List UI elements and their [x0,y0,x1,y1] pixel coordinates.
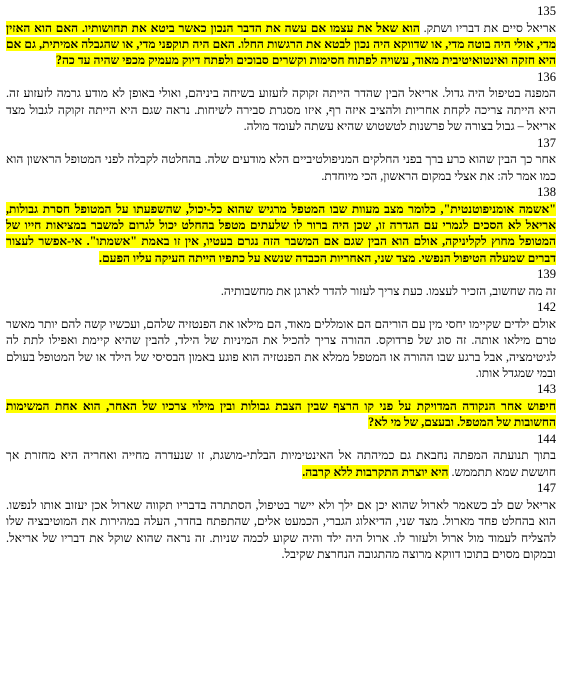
paragraph-text: בתוך תנועתה המפתה נחבאת גם כמיהתה אל האינטימיות הבלתי-מושגת, זו שנעדרה מחייה ואחריה היא מחזרת אך חוששת שמא תתממש. [6,448,556,479]
highlighted-text: "אשמה אומניפוטנטית", כלומר מצב מעוות שבו המטפל מרגיש שהוא כל-יכול, שהשפעתו על המטופל חסרת גבולות, אריאל לא הסכים לגמרי עם הגדרה זו, שכן היה ברור לו שלעתים מטפל בהחלט יכול לגרום למשבר במציאות חייו של המטופל מחוץ לקליניקה, אולם הוא הבין שגם אם המשבר הזה נגרם בעטיו, אין זו באמת "אשמתו". אי-אפשר לעצור דברים שמעלה הטיפול הנפשי. מצד שני, האחריות הכבדה שנשא על כתפיו הייתה העיקה עליו הפעם. [6,201,556,265]
section-number: 135 [537,4,556,18]
section-number: 139 [537,267,556,282]
section-number: 147 [537,481,556,496]
highlighted-text: חיפוש אחר הנקודה המדויקת על פני קו הרצף שבין הצבת גבולות ובין מילוי צרכיו של האחר, הוא אחת המשימות החשובות של המטפל. ובעצם, של מי לא? [6,399,556,430]
section-number: 142 [537,300,556,315]
paragraph-text: אחר כך הבין שהוא כרע ברך בפני החלקים המניפולטיביים הלא מודעים שלה. בהחלטה לקבלה לפני המטופל הראשון הוא כמו אמר לה: את אצלי במקום הראשון, הכי מיוחדת. [6,152,556,183]
section-paragraph [6,283,556,299]
section [6,184,556,266]
section-paragraph [6,398,556,431]
section [6,135,556,184]
section-paragraph [6,20,556,69]
section [6,3,556,69]
section-number: 136 [537,69,556,84]
section-number: 137 [537,135,556,150]
paragraph-text: אריאל שם לב כשאמר לארול שהוא יכן אם ילך ולא יישר בטיפול, הסתתרה בדבריו תקווה שארול אכן יעזוב אותו לנפשו. הוא בהחלט פחד מארול. מצד שני, הדיאלוג הגברי, הכמעט אלים, שהתפתח בחדר, העלה במהירות את המוטיבציה שלו להצליח לעמוד מול ארול ולעזור לו. ארול היה ילד והיה שקוע לכמה שניות. זה נראה שהוא שוקל את דבריו של אריאל. ובמקום מסוים בתוכו דווקא מרוצה מהתגובה הנחרצת שקיבל. [6,497,556,562]
paragraph-text: זה מה שחשוב, הזכיר לעצמו. כעת צריך לעזור להדר לארגן את מחשבותיה. [220,283,556,298]
section-number: 143 [537,382,556,397]
highlighted-text: היא יוצרת התקרבות ללא קרבה. [302,464,449,479]
section-number: 138 [537,185,556,200]
section-paragraph [6,85,556,134]
section-paragraph [6,151,556,184]
section [6,431,556,480]
section [6,480,556,562]
section-paragraph [6,447,556,480]
paragraph-text: אולם ילדים שקיימו יחסי מין עם הוריהם הם אומללים מאוד, הם מילאו את הפנטזיה שלהם, ועכשיו קשה להם יותר מאשר טרם מילאו אותה. זה סוג של פרדוקס. ההורה צריך להכיל את המיניות של הילד, להבין שהיא קיימת ואפילו לתת לה לגיטימציה, אבל ברגע שבו ההורה או המטפל ממלא את הפנטזיה הוא פוגע באמון הבסיסי של הילד או של המטופל בעולם ובמי שמגדל אותו. [6,316,556,381]
paragraph-text: המפנה בטיפול היה גדול. אריאל הבין שהדר הייתה זקוקה לזעזוע בשיחה ביניהם, ואולי באופן לא מודע גרמה לזעזוע זה. היא הייתה צריכה לקחת אחריות ולהציב איזה רף, איזו מסגרת סבירה לשיחות. נראה שגם היא הייתה זקוקה לגבול מצד אריאל – גבול בצורה של פרשנות לטשטוש שהיא עשתה לעומד מולה. [6,86,556,134]
document-body [6,3,556,563]
section [6,69,556,135]
highlighted-text: הוא שאל את עצמו אם עשה את הדבר הנכון כאשר ביטא את תחושותיו. האם הוא האזין מדי, אולי היה בוטה מדי, או שדווקא היה נכון לבטא את הרגשות החלו. האם היה תוקפני מדי, או שהגבלה אמיתית, גם אם היא חזקה ואינטואיטיבית מאוד, עשויה לפתוח חסימות וקשרים סבוכים ולפתח דיוק מעמיק מכפי שהיה עד כה? [6,20,556,68]
section [6,299,556,381]
section-paragraph [6,497,556,563]
section [6,381,556,430]
section-paragraph [6,201,556,267]
section-number: 144 [537,431,556,446]
section-paragraph [6,316,556,382]
paragraph-text: אריאל סיים את דבריו ושתק. [419,20,557,35]
section [6,266,556,299]
